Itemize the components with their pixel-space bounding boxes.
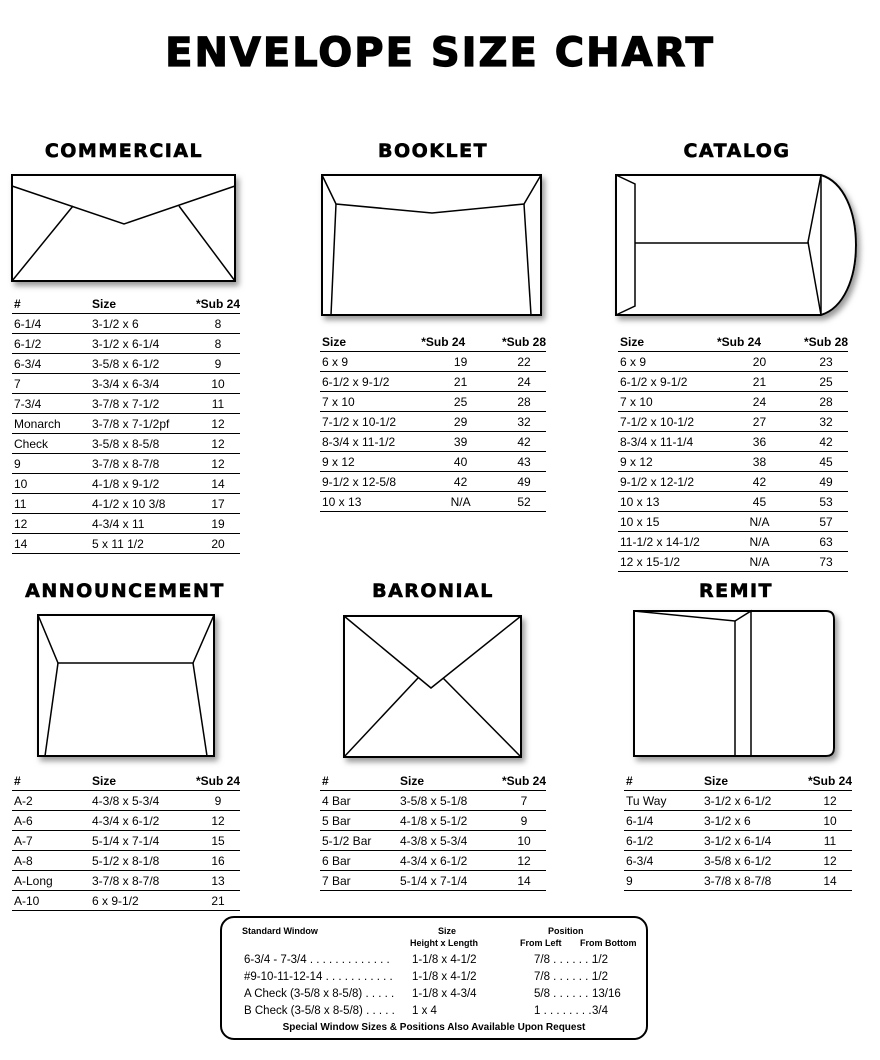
table-row [618,492,848,512]
table-cell: 7 [500,791,546,811]
table-cell: 3-1/2 x 6-1/4 [90,334,194,354]
table-cell: 43 [500,452,546,472]
booklet-envelope-illustration [318,172,558,322]
table-cell: 9 [12,454,90,474]
column-header: *Sub 24 [194,770,240,791]
table-cell: 10 [12,474,90,494]
table-cell: 29 [419,412,500,432]
column-header: Size [90,770,194,791]
table-row [12,414,240,434]
table-cell: 6 x 9 [320,352,419,372]
table-row [320,392,546,412]
baronial-envelope-illustration [318,612,558,762]
table-body [320,791,546,891]
table-row [320,831,546,851]
table-cell: A-2 [12,791,90,811]
table-row [618,352,848,372]
table-cell: 7 x 10 [320,392,419,412]
table-cell: 16 [194,851,240,871]
table-cell: 42 [500,432,546,452]
table-row [624,871,852,891]
table-row [618,432,848,452]
announcement-envelope-illustration [8,612,248,762]
table-cell: 8-3/4 x 11-1/4 [618,432,715,452]
column-header: Size [702,770,806,791]
table-row [624,831,852,851]
table-cell: 8 [194,314,240,334]
table-cell: 11 [194,394,240,414]
window-footer-note: Special Window Sizes & Positions Also Available Upon Request [282,1022,586,1033]
table-body [12,791,240,911]
table-cell: 12 [194,811,240,831]
table-row [12,534,240,554]
table-cell: 14 [806,871,852,891]
window-row-left: 7/8 . . . . . . . [534,954,595,966]
table-cell: 17 [194,494,240,514]
table-row [618,392,848,412]
table-cell: 10 x 15 [618,512,715,532]
column-header: # [12,293,90,314]
window-row-bottom: 1/2 [592,954,608,966]
table-cell: 6 Bar [320,851,398,871]
table-cell: 6-1/4 [12,314,90,334]
table-cell: 11-1/2 x 14-1/2 [618,532,715,552]
table-cell: 10 [194,374,240,394]
window-row-bottom: 3/4 [592,1005,608,1017]
table-cell: 3-5/8 x 6-1/2 [90,354,194,374]
table-cell: 3-5/8 x 5-1/8 [398,791,500,811]
section-announcement [8,580,248,910]
table-cell: 49 [802,472,848,492]
table-row [12,354,240,374]
page-title: ENVELOPE SIZE CHART [165,30,715,76]
table-row [12,494,240,514]
catalog-size-table [618,331,848,572]
table-row [320,811,546,831]
table-cell: 4-1/8 x 5-1/2 [398,811,500,831]
section-title: BOOKLET [377,140,489,162]
table-cell: 4-1/8 x 9-1/2 [90,474,194,494]
table-cell: Check [12,434,90,454]
table-row [320,372,546,392]
section-baronial [318,580,558,900]
section-title: REMIT [698,580,774,602]
table-cell: 12 [194,454,240,474]
table-cell: N/A [715,552,802,572]
table-cell: 7 [12,374,90,394]
window-row-size: 1-1/8 x 4-1/2 [412,954,477,966]
table-header-row [624,770,852,791]
section-title: BARONIAL [372,580,494,602]
table-cell: 7 x 10 [618,392,715,412]
table-cell: 53 [802,492,848,512]
table-cell: 45 [802,452,848,472]
table-cell: 4-3/4 x 6-1/2 [398,851,500,871]
commercial-envelope-illustration [8,172,248,292]
table-cell: 19 [194,514,240,534]
table-body [618,352,848,572]
table-cell: 14 [12,534,90,554]
table-cell: 6-1/2 x 9-1/2 [320,372,419,392]
table-cell: 22 [500,352,546,372]
table-row [12,454,240,474]
table-cell: 9 x 12 [320,452,419,472]
table-cell: 3-1/2 x 6 [90,314,194,334]
table-row [320,452,546,472]
table-row [618,532,848,552]
section-booklet [318,140,558,540]
announcement-size-table [12,770,240,911]
table-cell: 14 [500,871,546,891]
table-cell: Tu Way [624,791,702,811]
table-cell: 4-3/8 x 5-3/4 [90,791,194,811]
table-cell: 6 x 9-1/2 [90,891,194,911]
table-cell: N/A [715,532,802,552]
column-header: # [624,770,702,791]
table-cell: 12 [12,514,90,534]
table-header-row [12,293,240,314]
table-cell: 36 [715,432,802,452]
table-cell: A-8 [12,851,90,871]
table-cell: 38 [715,452,802,472]
table-cell: 9 [194,354,240,374]
table-cell: 10 x 13 [618,492,715,512]
table-cell: 5-1/2 x 8-1/8 [90,851,194,871]
table-cell: 5-1/4 x 7-1/4 [398,871,500,891]
booklet-size-table [320,331,546,512]
table-row [12,791,240,811]
table-cell: Monarch [12,414,90,434]
table-cell: N/A [419,492,500,512]
table-row [618,472,848,492]
table-row [320,791,546,811]
window-row-left: 5/8 . . . . . . [534,988,589,1000]
table-row [624,851,852,871]
table-cell: 6-1/2 [624,831,702,851]
section-title: ANNOUNCEMENT [25,580,225,602]
table-body [12,314,240,554]
table-cell: 9 [500,811,546,831]
table-cell: 39 [419,432,500,452]
table-row [618,452,848,472]
table-cell: 9 [624,871,702,891]
table-row [12,891,240,911]
table-cell: 9 x 12 [618,452,715,472]
section-catalog [612,140,872,580]
table-body [320,352,546,512]
table-cell: 20 [715,352,802,372]
table-cell: 32 [802,412,848,432]
window-row-label: A Check (3-5/8 x 8-5/8) . . . . . [244,988,395,1000]
table-cell: 21 [194,891,240,911]
table-row [12,314,240,334]
column-header: *Sub 28 [802,331,848,352]
table-row [320,412,546,432]
table-row [12,374,240,394]
table-cell: 4 Bar [320,791,398,811]
table-row [12,811,240,831]
table-cell: 7 Bar [320,871,398,891]
table-cell: 8 [194,334,240,354]
remit-size-table [624,770,852,891]
table-cell: 52 [500,492,546,512]
table-cell: 12 [194,414,240,434]
column-header: Size [618,331,715,352]
window-row-label: #9-10-11-12-14 . . . . . . . . . . . [244,971,393,983]
size-subheader: Height x Length [410,938,478,948]
table-cell: 28 [500,392,546,412]
table-header-row [320,770,546,791]
window-row-left: 7/8 . . . . . . . [534,971,595,983]
table-cell: 3-1/2 x 6-1/4 [702,831,806,851]
table-cell: 10 [500,831,546,851]
table-cell: 5-1/2 Bar [320,831,398,851]
table-cell: 19 [419,352,500,372]
table-cell: 12 x 15-1/2 [618,552,715,572]
table-body [624,791,852,891]
table-cell: 40 [419,452,500,472]
window-row-label: 6-3/4 - 7-3/4 . . . . . . . . . . . . . [244,954,390,966]
section-commercial [8,140,248,560]
table-row [320,871,546,891]
table-cell: 12 [806,851,852,871]
table-cell: A-6 [12,811,90,831]
table-cell: 5-1/4 x 7-1/4 [90,831,194,851]
table-cell: 5 x 11 1/2 [90,534,194,554]
table-cell: 9-1/2 x 12-1/2 [618,472,715,492]
table-cell: 7-1/2 x 10-1/2 [618,412,715,432]
table-row [12,394,240,414]
catalog-envelope-illustration [612,172,872,322]
table-cell: 6-1/2 x 9-1/2 [618,372,715,392]
table-cell: 3-7/8 x 7-1/2 [90,394,194,414]
table-cell: 23 [802,352,848,372]
column-header: *Sub 28 [500,331,546,352]
table-row [320,472,546,492]
table-cell: 5 Bar [320,811,398,831]
table-cell: A-10 [12,891,90,911]
table-cell: 63 [802,532,848,552]
column-header: *Sub 24 [806,770,852,791]
window-row-bottom: 13/16 [592,988,621,1000]
table-cell: 4-3/8 x 5-3/4 [398,831,500,851]
table-row [320,432,546,452]
table-cell: 20 [194,534,240,554]
position-header: Position [548,926,584,936]
table-cell: 49 [500,472,546,492]
table-cell: 7-1/2 x 10-1/2 [320,412,419,432]
table-cell: 42 [419,472,500,492]
table-cell: 8-3/4 x 11-1/2 [320,432,419,452]
table-row [618,412,848,432]
table-cell: A-Long [12,871,90,891]
table-cell: 42 [802,432,848,452]
table-cell: 3-5/8 x 6-1/2 [702,851,806,871]
table-row [624,791,852,811]
table-cell: 25 [802,372,848,392]
table-cell: 24 [500,372,546,392]
table-cell: 6-3/4 [12,354,90,374]
table-row [12,474,240,494]
table-cell: 10 [806,811,852,831]
table-row [12,514,240,534]
window-row-label: B Check (3-5/8 x 8-5/8) . . . . . [244,1005,395,1017]
window-row-left: 1 . . . . . . . . [534,1005,592,1017]
table-header-row [12,770,240,791]
table-cell: 12 [500,851,546,871]
table-row [12,831,240,851]
table-cell: 28 [802,392,848,412]
table-cell: 3-7/8 x 8-7/8 [702,871,806,891]
table-cell: 7-3/4 [12,394,90,414]
table-row [320,352,546,372]
table-cell: 6 x 9 [618,352,715,372]
table-cell: 9 [194,791,240,811]
column-header: # [320,770,398,791]
table-row [12,851,240,871]
column-header: Size [90,293,194,314]
section-remit [622,580,872,900]
table-row [12,871,240,891]
table-cell: 45 [715,492,802,512]
table-header-row [618,331,848,352]
table-cell: 4-3/4 x 11 [90,514,194,534]
column-header: # [12,770,90,791]
table-cell: A-7 [12,831,90,851]
section-title: COMMERCIAL [44,140,204,162]
table-cell: 3-7/8 x 8-7/8 [90,454,194,474]
table-row [12,334,240,354]
table-cell: 24 [715,392,802,412]
table-cell: 3-7/8 x 8-7/8 [90,871,194,891]
table-row [320,492,546,512]
table-cell: 57 [802,512,848,532]
window-row-size: 1-1/8 x 4-1/2 [412,971,477,983]
table-row [618,372,848,392]
from-bottom-header: From Bottom [580,938,637,948]
table-cell: 11 [806,831,852,851]
table-cell: 4-3/4 x 6-1/2 [90,811,194,831]
table-row [618,552,848,572]
table-cell: 3-3/4 x 6-3/4 [90,374,194,394]
standard-window-title: Standard Window [242,926,318,936]
column-header: Size [320,331,419,352]
table-cell: 73 [802,552,848,572]
table-row [12,434,240,454]
commercial-size-table [12,293,240,554]
table-cell: 6-1/4 [624,811,702,831]
from-left-header: From Left [520,938,562,948]
window-row-size: 1-1/8 x 4-3/4 [412,988,477,1000]
window-row-bottom: 1/2 [592,971,608,983]
table-cell: 6-3/4 [624,851,702,871]
table-cell: 3-1/2 x 6-1/2 [702,791,806,811]
remit-envelope-illustration [622,608,862,758]
table-cell: 21 [419,372,500,392]
table-cell: 3-5/8 x 8-5/8 [90,434,194,454]
table-cell: 11 [12,494,90,514]
window-row-size: 1 x 4 [412,1005,437,1017]
table-cell: 13 [194,871,240,891]
table-cell: 9-1/2 x 12-5/8 [320,472,419,492]
column-header: *Sub 24 [500,770,546,791]
table-cell: 3-7/8 x 7-1/2pf [90,414,194,434]
table-cell: 25 [419,392,500,412]
table-cell: 12 [806,791,852,811]
table-cell: 27 [715,412,802,432]
table-cell: 4-1/2 x 10 3/8 [90,494,194,514]
table-cell: 10 x 13 [320,492,419,512]
table-cell: N/A [715,512,802,532]
table-cell: 14 [194,474,240,494]
table-cell: 21 [715,372,802,392]
table-header-row [320,331,546,352]
table-cell: 32 [500,412,546,432]
column-header: *Sub 24 [419,331,500,352]
table-cell: 42 [715,472,802,492]
table-cell: 12 [194,434,240,454]
table-cell: 15 [194,831,240,851]
baronial-size-table [320,770,546,891]
table-row [618,512,848,532]
column-header: *Sub 24 [194,293,240,314]
column-header: Size [398,770,500,791]
table-cell: 6-1/2 [12,334,90,354]
table-row [320,851,546,871]
section-title: CATALOG [683,140,791,162]
size-header: Size [438,926,457,936]
table-cell: 3-1/2 x 6 [702,811,806,831]
standard-window-box [220,916,648,1040]
column-header: *Sub 24 [715,331,802,352]
table-row [624,811,852,831]
